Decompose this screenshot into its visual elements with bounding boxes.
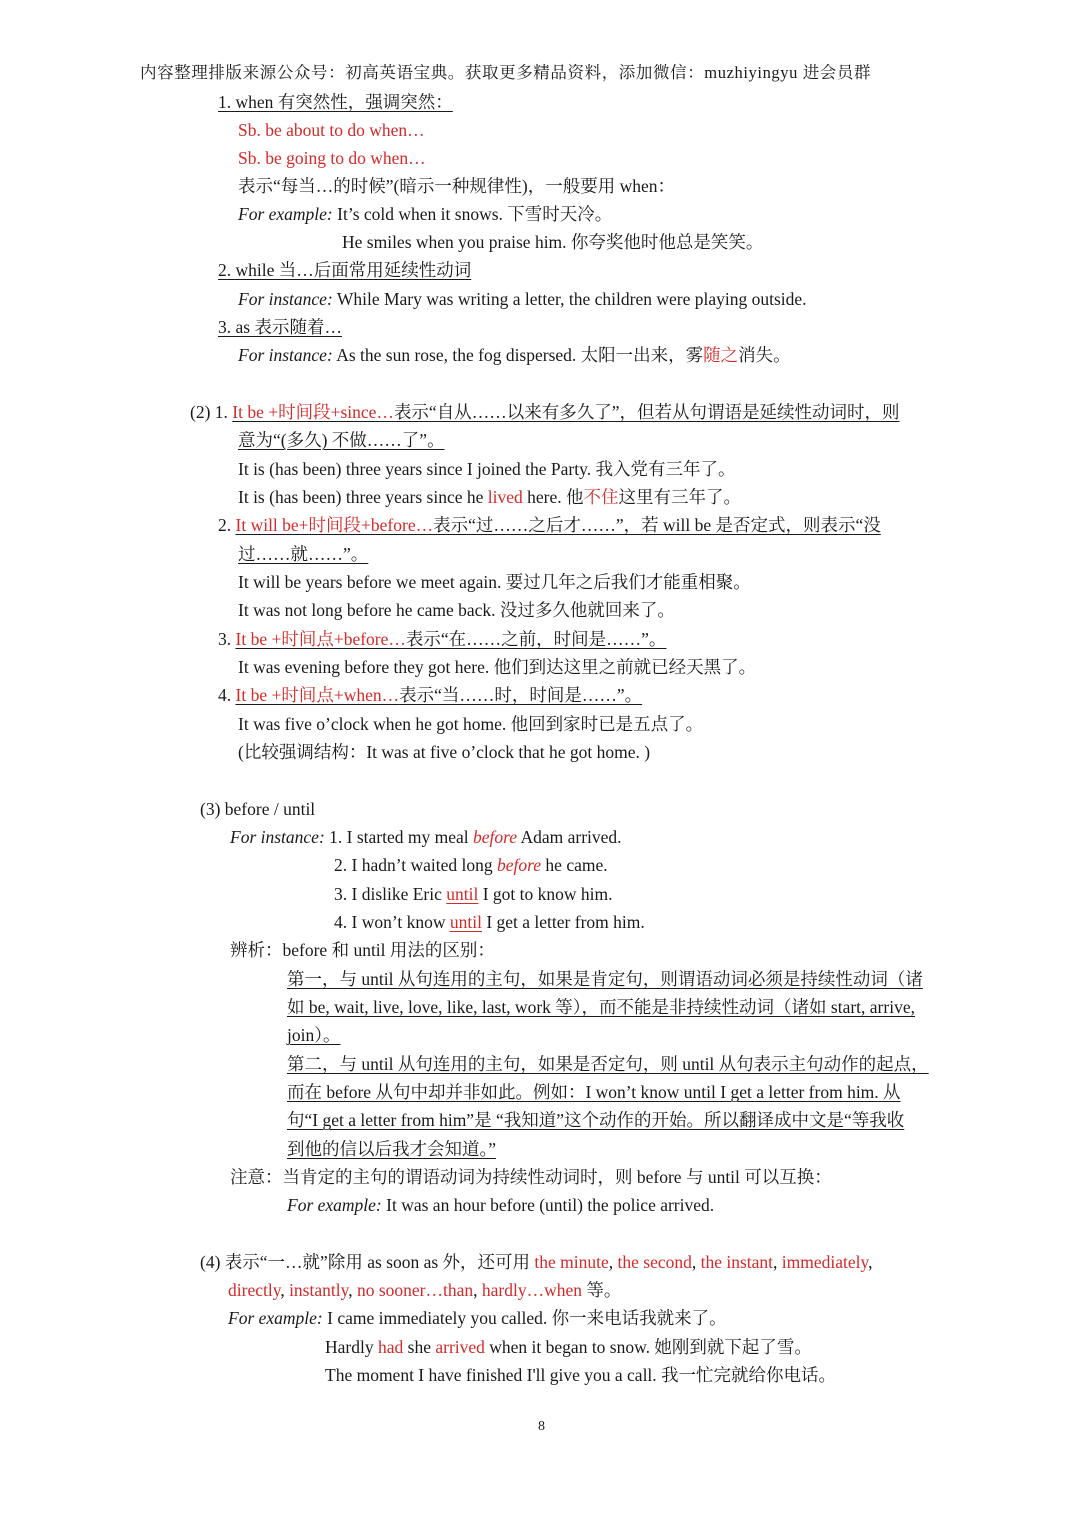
section-4-line-2: directly, instantly, no sooner…than, hardly…when 等。 bbox=[228, 1280, 622, 1300]
highlight-text: hardly…when bbox=[481, 1280, 582, 1300]
when-heading: 1. when 有突然性，强调突然： bbox=[218, 92, 453, 112]
rule-number: 3. bbox=[218, 629, 236, 649]
example-text: As the sun rose, the fog dispersed. 太阳一出来，雾 bbox=[332, 345, 704, 365]
example-text: It’s cold when it snows. 下雪时天冷。 bbox=[332, 204, 613, 224]
example-text: Adam arrived. bbox=[517, 827, 622, 847]
section-4-example-2 bbox=[325, 1334, 812, 1360]
example-label: For example: bbox=[238, 204, 333, 224]
section-3-title: (3) before / until bbox=[200, 799, 316, 819]
rule-text: 表示“当……时，时间是……”。 bbox=[399, 685, 643, 705]
analysis-point-1-line-2: 如 be, wait, live, love, like, last, work 等），而不能是非持续性动词（诸如 start, arrive, bbox=[287, 997, 915, 1017]
rule-number: 2. bbox=[218, 515, 236, 535]
highlight-text: lived bbox=[487, 487, 523, 507]
rule-2-2-example-1: It will be years before we meet again. 要过几年之后我们才能重相聚。 bbox=[238, 572, 751, 592]
analysis-point-1-line-3: join）。 bbox=[287, 1025, 341, 1045]
rule-2-3-example: It was evening before they got here. 他们到达这里之前就已经天黑了。 bbox=[238, 657, 757, 677]
rule-pattern: It will be+时间段+before… bbox=[235, 515, 434, 535]
rule-2-1 bbox=[190, 399, 899, 425]
highlight-text: no sooner…than bbox=[356, 1280, 474, 1300]
rule-2-1-example-1: It is (has been) three years since I joined the Party. 我入党有三年了。 bbox=[238, 459, 736, 479]
example-text: 消失。 bbox=[738, 345, 791, 365]
example-text: I got to know him. bbox=[478, 884, 613, 904]
example-label: For example: bbox=[287, 1195, 382, 1215]
example-text: he came. bbox=[541, 855, 608, 875]
highlight-text: immediately bbox=[781, 1252, 869, 1272]
example-text: 1. I started my meal bbox=[324, 827, 474, 847]
rule-2-2-example-2: It was not long before he came back. 没过多久他就回来了。 bbox=[238, 600, 675, 620]
example-label: For example: bbox=[228, 1308, 323, 1328]
example-text: While Mary was writing a letter, the children were playing outside. bbox=[332, 289, 807, 309]
rule-number: 4. bbox=[218, 685, 236, 705]
highlight-text: the instant bbox=[700, 1252, 774, 1272]
highlight-text: directly bbox=[228, 1280, 281, 1300]
highlight-text: instantly bbox=[289, 1280, 349, 1300]
rule-2-1-example-2 bbox=[238, 484, 741, 510]
analysis-point-2-line-3: 句“I get a letter from him”是 “我知道”这个动作的开始。所以翻译成中文是“等我收 bbox=[287, 1110, 905, 1130]
rule-2-4 bbox=[218, 682, 642, 708]
page-number: 8 bbox=[538, 1419, 545, 1434]
note-example bbox=[287, 1192, 714, 1218]
section-4-example-1 bbox=[228, 1305, 727, 1331]
example-text: I came immediately you called. 你一来电话我就来了。 bbox=[322, 1308, 727, 1328]
highlight-text: arrived bbox=[435, 1337, 485, 1357]
instance-label: For instance: bbox=[238, 289, 333, 309]
as-heading: 3. as 表示随着… bbox=[218, 317, 342, 337]
while-heading: 2. while 当…后面常用延续性动词 bbox=[218, 260, 472, 280]
analysis-heading: 辨析：before 和 until 用法的区别： bbox=[230, 940, 495, 960]
when-pattern-going: Sb. be going to do when… bbox=[238, 148, 426, 168]
when-example-1 bbox=[238, 201, 612, 227]
when-example-2: He smiles when you praise him. 你夸奖他时他总是笑笑。 bbox=[342, 232, 764, 252]
highlight-text: 随之 bbox=[703, 345, 739, 365]
rule-text: 表示“在……之前，时间是……”。 bbox=[405, 629, 667, 649]
example-text: 2. I hadn’t waited long bbox=[334, 855, 497, 875]
rule-pattern: It be +时间段+since… bbox=[232, 402, 394, 422]
analysis-point-2-line-1: 第二，与 until 从句连用的主句，如果是否定句，则 until 从句表示主句动作的起点， bbox=[287, 1054, 929, 1074]
instance-label: For instance: bbox=[230, 827, 325, 847]
example-text: she bbox=[403, 1337, 436, 1357]
rule-2-2-cont: 过……就……”。 bbox=[238, 544, 369, 564]
example-text: here. 他 bbox=[522, 487, 584, 507]
example-text: 这里有三年了。 bbox=[618, 487, 742, 507]
rule-pattern: It be +时间点+before… bbox=[235, 629, 406, 649]
rule-2-2 bbox=[218, 512, 881, 538]
rule-2-3 bbox=[218, 626, 666, 652]
highlight-text: the second bbox=[617, 1252, 692, 1272]
example-text: Hardly bbox=[325, 1337, 378, 1357]
section-text: 等。 bbox=[582, 1280, 622, 1300]
rule-text: 表示“过……之后才……”，若 will be 是否定式，则表示“没 bbox=[433, 515, 881, 535]
section-text: (4) 表示“一…就”除用 as soon as 外，还可用 bbox=[200, 1252, 535, 1272]
instance-label: For instance: bbox=[238, 345, 333, 365]
section-4-line-1: (4) 表示“一…就”除用 as soon as 外，还可用 the minute, the second, the instant, immediately, bbox=[200, 1252, 873, 1272]
section-4-example-3: The moment I have finished I'll give you a call. 我一忙完就给你电话。 bbox=[325, 1365, 837, 1385]
rule-number: (2) 1. bbox=[190, 402, 233, 422]
analysis-point-2-line-2: 而在 before 从句中却并非如此。例如：I won’t know until I get a letter from him. 从 bbox=[287, 1082, 901, 1102]
example-text: It is (has been) three years since he bbox=[238, 487, 488, 507]
highlight-text: 不住 bbox=[583, 487, 619, 507]
before-until-example-3 bbox=[334, 881, 613, 907]
example-text: It was an hour before (until) the police arrived. bbox=[381, 1195, 715, 1215]
example-text: I get a letter from him. bbox=[481, 912, 645, 932]
rule-pattern: It be +时间点+when… bbox=[235, 685, 400, 705]
note: 注意：当肯定的主句的谓语动词为持续性动词时，则 before 与 until 可以互换： bbox=[230, 1167, 832, 1187]
before-until-example-2 bbox=[334, 852, 608, 878]
when-pattern-about: Sb. be about to do when… bbox=[238, 120, 425, 140]
rule-text: 表示“自从……以来有多久了”，但若从句谓语是延续性动词时，则 bbox=[393, 402, 900, 422]
highlight-text: until bbox=[449, 912, 482, 932]
rule-2-4-comparison: (比较强调结构：It was at five o’clock that he got home. ) bbox=[238, 742, 651, 762]
highlight-text: before bbox=[496, 855, 542, 875]
source-header: 内容整理排版来源公众号：初高英语宝典。获取更多精品资料，添加微信：muzhiyingyu 进会员群 bbox=[140, 63, 872, 82]
before-until-example-4 bbox=[334, 909, 645, 935]
analysis-point-1-line-1: 第一，与 until 从句连用的主句，如果是肯定句，则谓语动词必须是持续性动词（诸 bbox=[287, 969, 923, 989]
rule-2-1-cont: 意为“(多久) 不做……了”。 bbox=[238, 430, 445, 450]
when-description: 表示“每当…的时候”(暗示一种规律性)，一般要用 when： bbox=[238, 176, 675, 196]
highlight-text: before bbox=[473, 827, 518, 847]
example-text: when it began to snow. 她刚到就下起了雪。 bbox=[484, 1337, 812, 1357]
example-text: 3. I dislike Eric bbox=[334, 884, 447, 904]
highlight-text: until bbox=[446, 884, 479, 904]
as-example bbox=[238, 342, 791, 368]
before-until-example-1 bbox=[230, 824, 622, 850]
while-example bbox=[238, 286, 807, 312]
rule-2-4-example: It was five o’clock when he got home. 他回到家时已是五点了。 bbox=[238, 714, 704, 734]
highlight-text: the minute bbox=[534, 1252, 609, 1272]
analysis-point-2-line-4: 到他的信以后我才会知道。” bbox=[287, 1139, 497, 1159]
highlight-text: had bbox=[377, 1337, 404, 1357]
example-text: 4. I won’t know bbox=[334, 912, 450, 932]
